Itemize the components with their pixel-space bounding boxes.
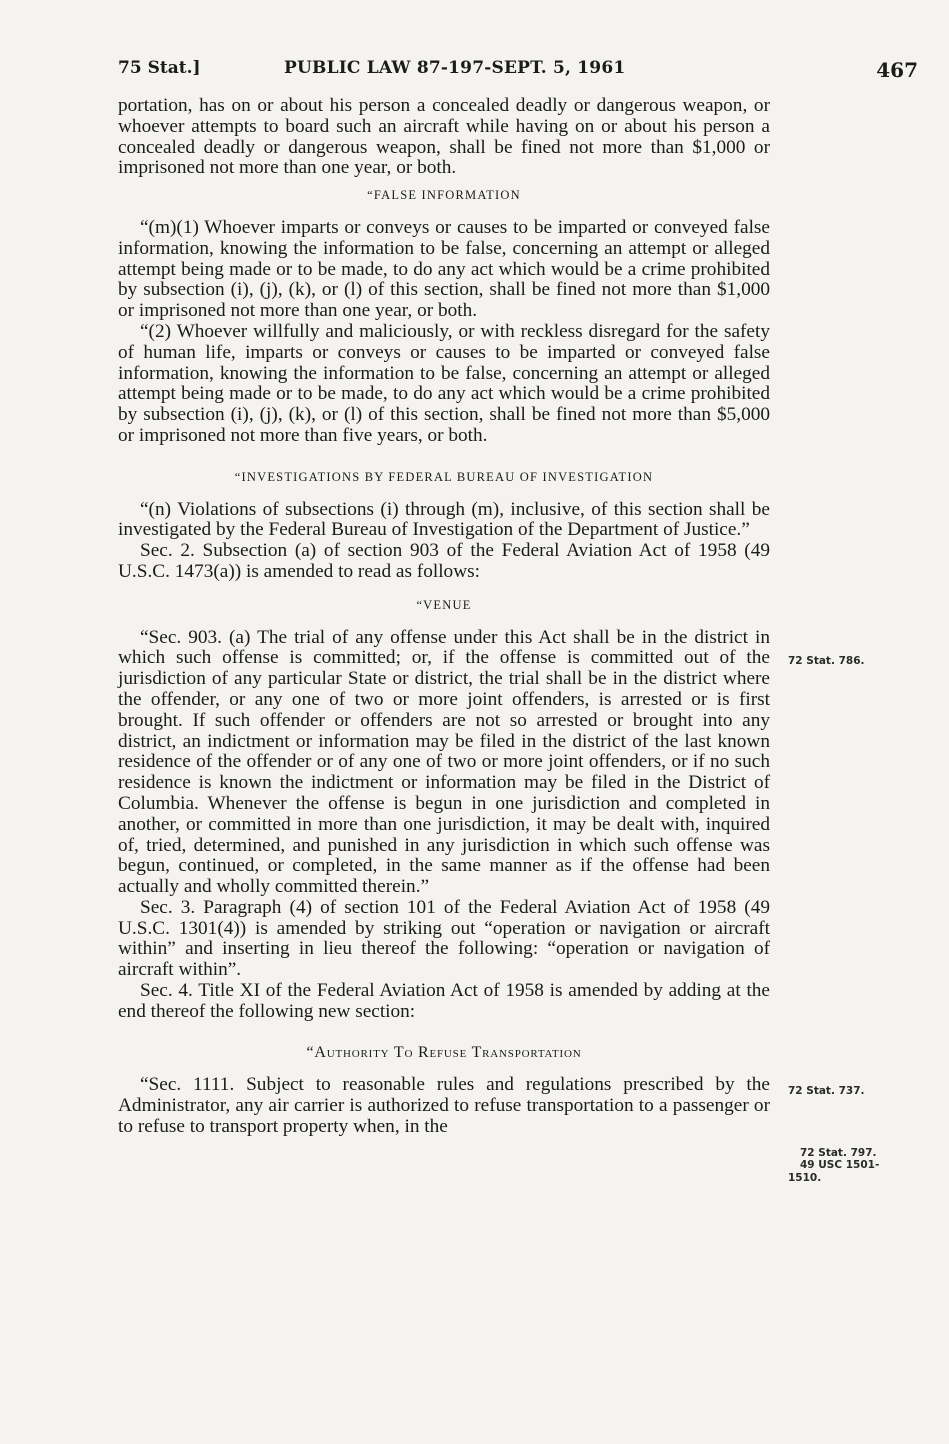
law-title: PUBLIC LAW 87-197-SEPT. 5, 1961 (284, 58, 626, 78)
paragraph: “(m)(1) Whoever imparts or conveys or causes to be imparted or conveyed false information, knowing the information to be false, concerning an attempt or alleged attempt being made or to be made, to do any act which would be a crime prohibited by subsection (i), (j), (k), or (l) of this section, shall be fined not more than $1,000 or imprisoned not more than one year, or both. (118, 216, 770, 322)
section-heading-venue: “VENUE (416, 597, 472, 612)
section-heading-investigations: “INVESTIGATIONS BY FEDERAL BUREAU OF INVESTIGATION (234, 469, 654, 484)
margin-note: 72 Stat. 786. (788, 655, 865, 667)
paragraph: “Sec. 903. (a) The trial of any offense under this Act shall be in the district in which such offense is committed; or, if the offense is committed out of the jurisdiction of any particular State or district, the trial shall be in the district where the offender, or any one of two or more joint offenders, is arrested or is first brought. If such offender or offenders are not so arrested or brought into any district, an indictment or information may be filed in the district of the last known residence of the offender or of any one of two or more joint offenders, or if no such residence is known the indictment or information may be filed in the District of Columbia. Whenever the offense is begun in one jurisdiction and completed in another, or committed in more than one jurisdiction, it may be dealt with, inquired of, tried, determined, and punished in any jurisdiction in which such offense was begun, continued, or completed, in the same manner as if the offense had been actually and wholly committed therein.” (118, 626, 770, 898)
section-heading-authority: “Authority To Refuse Transportation (306, 1043, 582, 1061)
page-number: 467 (876, 58, 918, 82)
body-text (118, 96, 770, 1138)
paragraph: “(2) Whoever willfully and maliciously, or with reckless disregard for the safety of human life, imparts or conveys or causes to be imparted or conveyed false information, knowing the information to be false, concerning an attempt or alleged attempt being made or to be made, to do any act which would be a crime prohibited by subsection (i), (j), (k), or (l) of this section, shall be fined not more than $5,000 or imprisoned not more than five years, or both. (118, 320, 770, 446)
paragraph: Sec. 4. Title XI of the Federal Aviation Act of 1958 is amended by adding at the end thereof the following new section: (118, 980, 770, 1022)
section-heading-false-information: “FALSE INFORMATION (367, 188, 521, 203)
margin-note: 49 USC 1501- (800, 1159, 880, 1171)
page-header (118, 58, 918, 82)
margin-note: 1510. (788, 1172, 822, 1184)
paragraph: “(n) Violations of subsections (i) through (m), inclusive, of this section shall be investigated by the Federal Bureau of Investigation of the Department of Justice.” (118, 498, 770, 541)
paragraph: Sec. 2. Subsection (a) of section 903 of the Federal Aviation Act of 1958 (49 U.S.C. 1473(a)) is amended to read as follows: (118, 540, 770, 582)
margin-note: 72 Stat. 737. (788, 1085, 865, 1097)
paragraph: portation, has on or about his person a concealed deadly or dangerous weapon, or whoever attempts to board such an aircraft while having on or about his person a concealed deadly or dangerous weapon, shall be fined not more than $1,000 or imprisoned not more than one year, or both. (118, 95, 770, 179)
paragraph: “Sec. 1111. Subject to reasonable rules and regulations prescribed by the Administrator, any air carrier is authorized to refuse transportation to a passenger or to refuse to transport property when, in the (118, 1074, 770, 1138)
statute-reference: 75 Stat.] (118, 58, 201, 78)
margin-note: 72 Stat. 797. (800, 1147, 877, 1159)
paragraph: Sec. 3. Paragraph (4) of section 101 of the Federal Aviation Act of 1958 (49 U.S.C. 1301(4)) is amended by striking out “operation or navigation or aircraft within” and inserting in lieu thereof the following: “operation or navigation of aircraft within”. (118, 896, 770, 981)
